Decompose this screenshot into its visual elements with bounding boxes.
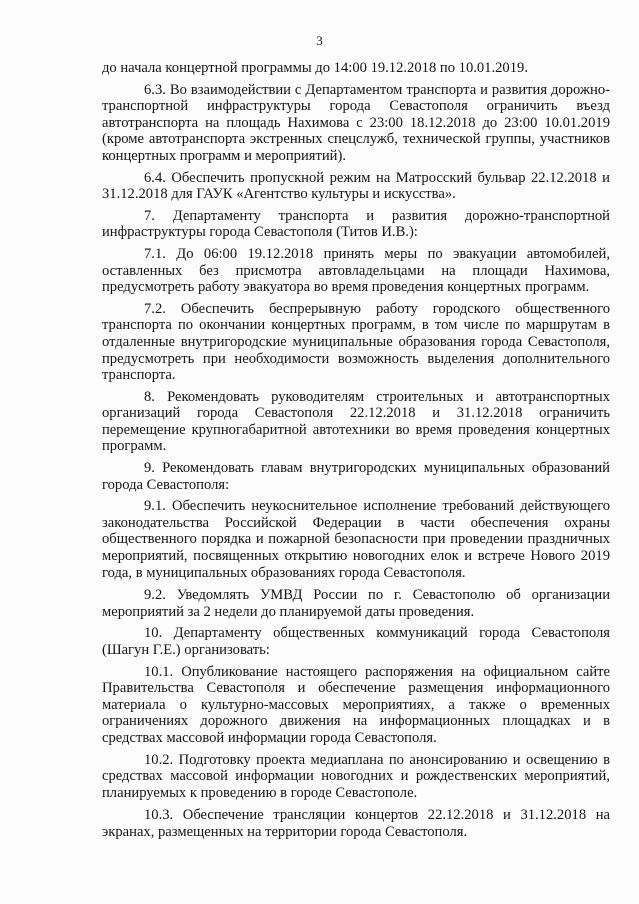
page-number: 3: [316, 33, 323, 48]
paragraph-10-3: 10.3. Обеспечение трансляции концертов 22.12.2018 и 31.12.2018 на экранах, размещенных на территории города Севастополя.: [102, 807, 610, 840]
paragraph-6-4: 6.4. Обеспечить пропускной режим на Матросский бульвар 22.12.2018 и 31.12.2018 для ГАУК «Агентство культуры и искусства».: [102, 169, 610, 203]
paragraph-6-3: 6.3. Во взаимодействии с Департаментом транспорта и развития дорожно-транспортной инфраструктуры города Севастополя ограничить въезд автотранспорта на площадь Нахимова с 23:00 18.12.2018 до 23:00 10.01.2019 (кроме автотранспорта экстренных спецслужб, технической группы, участников концертных программ и мероприятий).: [102, 81, 610, 164]
paragraph-10-1: 10.1. Опубликование настоящего распоряжения на официальном сайте Правительства Севастополя и обеспечение размещения информационного материала о культурно-массовых мероприятиях, а также о временных ограничениях дорожного движения на информационных площадках и в средствах массовой информации города Севастополя.: [102, 663, 610, 746]
paragraph-10: 10. Департаменту общественных коммуникаций города Севастополя (Шагун Г.Е.) организовать:: [102, 625, 610, 658]
paragraph-7-1: 7.1. До 06:00 19.12.2018 принять меры по эвакуации автомобилей, оставленных без присмотра автовладельцами на площади Нахимова, предусмотреть работу эвакуатора во время проведения концертных программ.: [102, 245, 610, 296]
paragraph-9-1: 9.1. Обеспечить неукоснительное исполнение требований действующего законодательства Российской Федерации в части обеспечения охраны общественного порядка и пожарной безопасности при проведении праздничных мероприятий, посвященных открытию новогодних елок и встрече Нового 2019 года, в муниципальных образованиях города Севастополя.: [102, 498, 610, 581]
paragraph-9-2: 9.2. Уведомлять УМВД России по г. Севастополю об организации мероприятий за 2 недели до планируемой даты проведения.: [102, 587, 610, 620]
paragraph-10-2: 10.2. Подготовку проекта медиаплана по анонсированию и освещению в средствах массовой информации новогодних и рождественских мероприятий, планируемых к проведению в городе Севастополе.: [102, 751, 610, 801]
paragraph-7: 7. Департаменту транспорта и развития дорожно-транспортной инфраструктуры города Севастополя (Титов И.В.):: [102, 207, 610, 241]
paragraph-8: 8. Рекомендовать руководителям строительных и автотранспортных организаций города Севастополя 22.12.2018 и 31.12.2018 ограничить перемещение крупногабаритной автотехники во время проведения концертных программ.: [102, 388, 610, 455]
paragraph-continuation: до начала концертной программы до 14:00 19.12.2018 по 10.01.2019.: [102, 60, 528, 76]
paragraph-9: 9. Рекомендовать главам внутригородских муниципальных образований города Севастополя:: [102, 460, 610, 493]
paragraph-7-2: 7.2. Обеспечить беспрерывную работу городского общественного транспорта по окончании концертных программ, в том числе по маршрутам в отдаленные внутригородские муниципальные образования города Севастополя, предусмотреть при необходимости возможность выделения дополнительного транспорта.: [102, 300, 610, 384]
document-body: [102, 60, 610, 841]
